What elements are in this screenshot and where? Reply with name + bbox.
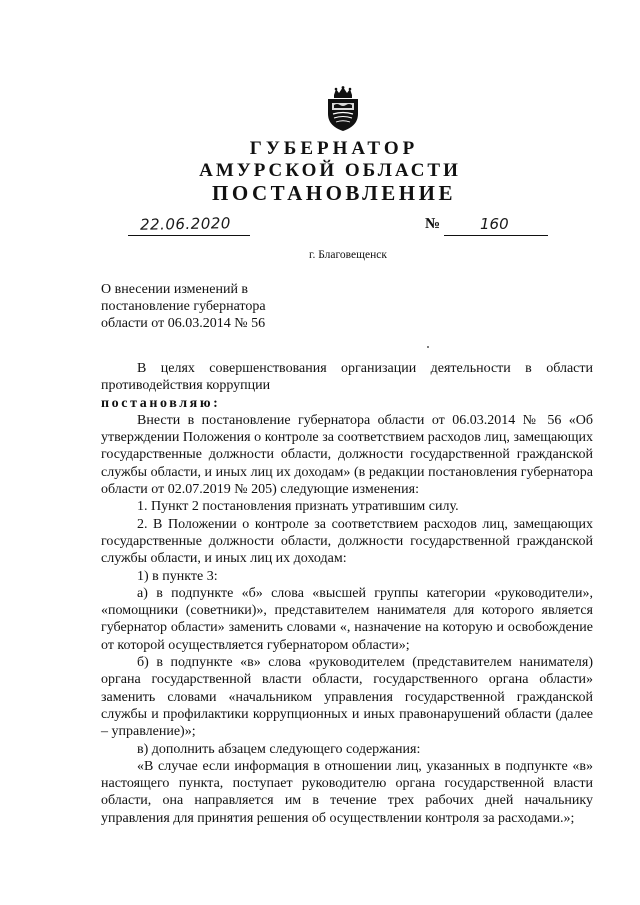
document-type-title: ПОСТАНОВЛЕНИЕ <box>212 181 456 205</box>
scan-speck <box>427 346 429 348</box>
document-date: 22.06.2020 <box>139 214 232 234</box>
subitem-1c: в) дополнить абзацем следующего содержания: <box>137 741 421 757</box>
item-2: 2. В Положении о контроле за соответствием расходов лиц, замещающих государственные должности области, должности государственной гражданской службы области, и иных лиц их доходам: <box>101 516 593 567</box>
subject-line: постановление губернатора <box>101 299 266 314</box>
document-subject <box>101 281 266 332</box>
subject-line: области от 06.03.2014 № 56 <box>101 316 266 331</box>
item-1: 1. Пункт 2 постановления признать утратившим силу. <box>137 499 459 515</box>
city-name: г. Благовещенск <box>309 249 387 261</box>
subitem-1a: а) в подпункте «б» слова «высшей группы категории «руководители», «помощники (советники)», представителем нанимателя для которого является губернатор области» заменить словами «, назначение на которую и освобождение от которой осуществляется губернатором области»; <box>101 585 593 653</box>
decree-word: постановляю: <box>101 395 221 411</box>
quoted-paragraph: «В случае если информация в отношении лиц, указанных в подпункте «в» настоящего пункта, поступает руководителю органа государственной власти области, она направляется им в течение трех рабочих дней начальнику управления для принятия решения об осуществлении контроля за расходами.»; <box>101 758 593 826</box>
paragraph-main: Внести в постановление губернатора области от 06.03.2014 № 56 «Об утверждении Положения о контроле за соответствием расходов лиц, замещающих государственные должности области, должности государственной гражданской службы области, и иных лиц их доходам» (в редакции постановления губернатора области от 02.07.2019 № 205) следующие изменения: <box>101 412 593 498</box>
subject-line: О внесении изменений в <box>101 282 249 297</box>
document-number: 160 <box>480 215 509 233</box>
region-title: АМУРСКОЙ ОБЛАСТИ <box>199 160 461 181</box>
subitem-1: 1) в пункте 3: <box>137 568 218 584</box>
intro-paragraph: В целях совершенствования организации деятельности в области противодействия коррупции <box>101 361 593 394</box>
document-body <box>101 360 593 827</box>
number-label: № <box>425 216 441 232</box>
subitem-1b: б) в подпункте «в» слова «руководителем (представителем нанимателя) органа государственной власти области, государственного органа области» заменить словами «начальником управления государственной гражданской службы и профилактики коррупционных и иных правонарушений области (далее – управление)»; <box>101 655 593 740</box>
coat-of-arms-icon <box>324 86 362 132</box>
issuer-title: ГУБЕРНАТОР <box>249 138 419 159</box>
